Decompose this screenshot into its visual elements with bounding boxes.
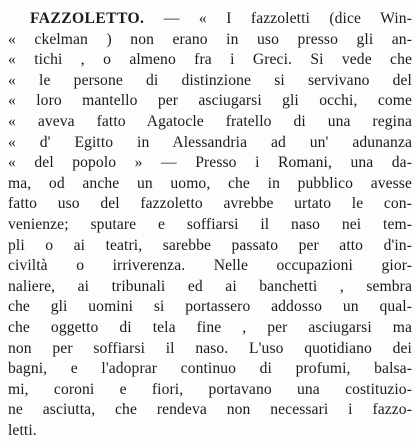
entry-line: ne asciutta, che rendeva non necessari i fazzo- (8, 401, 412, 419)
entry-line: — « I fazzoletti (dice Win- (144, 10, 412, 27)
entry-line: « d' Egitto in Alessandria ad un' adunanza (8, 133, 412, 151)
entry-headword: FAZZOLETTO. (30, 10, 145, 27)
entry-line: bagni, e l'adoprar continuo di profumi, balsa- (8, 360, 412, 378)
dictionary-entry (8, 9, 412, 441)
entry-line: che gli uomini si portassero addosso un qual- (8, 298, 412, 316)
entry-line: « del popolo » — Presso i Romani, una da- (8, 154, 412, 172)
entry-first-line (8, 9, 412, 30)
entry-last-line: letti. (8, 421, 37, 439)
entry-line: « le persone di distinzione si servivano del (8, 71, 412, 89)
entry-line: « tichi , o almeno fra i Greci. Si vede che (8, 51, 412, 69)
entry-line: che oggetto di tela fine , per asciugarsi ma (8, 318, 412, 336)
entry-line: fatto uso del fazzoletto avrebbe urtato le con- (8, 195, 412, 213)
entry-line: « aveva fatto Agatocle fratello di una regina (8, 112, 412, 130)
entry-line: « ckelman ) non erano in uso presso gli an- (8, 30, 412, 48)
entry-line: mi, coroni e fiori, portavano una costituzio- (8, 380, 412, 398)
entry-line: ma, od anche un uomo, che in pubblico avesse (8, 174, 412, 192)
entry-line: pli o ai teatri, sarebbe passato per atto d'in- (8, 236, 412, 254)
entry-line: naliere, ai tribunali ed ai banchetti , sembra (8, 277, 412, 295)
entry-line: non per soffiarsi il naso. L'uso quotidiano dei (8, 339, 412, 357)
entry-line: « loro mantello per asciugarsi gli occhi, come (8, 92, 412, 110)
entry-line: civiltà o irriverenza. Nelle occupazioni gior- (8, 257, 412, 275)
entry-line: venienze; sputare e soffiarsi il naso nei tem- (8, 215, 412, 233)
